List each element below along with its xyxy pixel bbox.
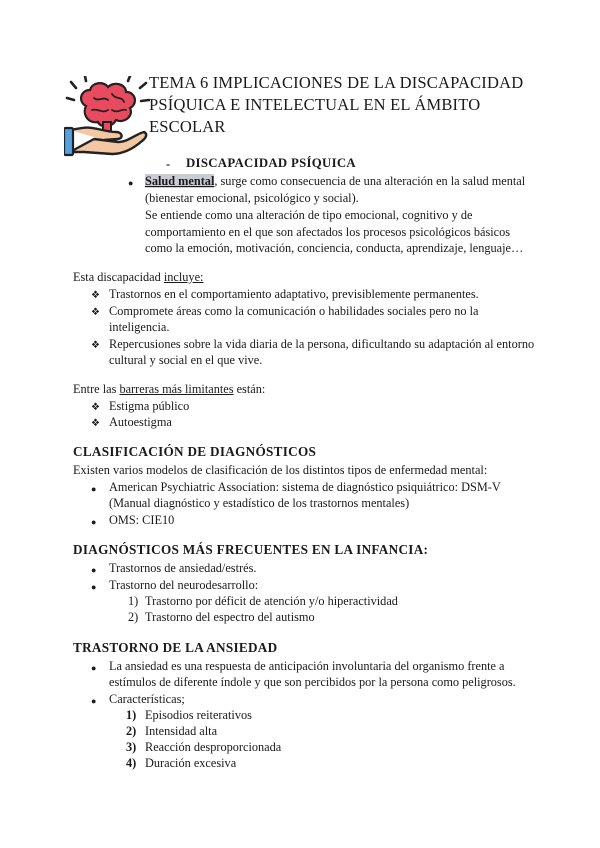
sub-number: 2) — [128, 610, 139, 624]
anxiety-item-cont: estímulos de diferente índole y que son percibidos por la persona como peligrosos. — [109, 675, 516, 689]
section-heading-clasificacion: CLASIFICACIÓN DE DIAGNÓSTICOS — [73, 444, 317, 459]
frequent-sub-item: Trastorno del espectro del autismo — [145, 610, 315, 624]
page-title-line-2: PSÍQUICA E INTELECTUAL EN EL ÁMBITO — [149, 95, 481, 114]
barriers-intro: Entre las barreras más limitantes están: — [73, 382, 266, 396]
bullet-dot: ● — [91, 565, 97, 575]
barriers-item: Autoestigma — [109, 415, 172, 429]
salud-mental-line: Salud mental, surge como consecuencia de una alteración en la salud mental — [145, 174, 526, 188]
includes-item: Repercusiones sobre la vida diaria de la persona, dificultando su adaptación al entorno — [109, 337, 535, 351]
classification-item-cont: (Manual diagnóstico y estadístico de los trastornos mentales) — [109, 496, 410, 510]
frequent-item: Trastorno del neurodesarrollo: — [109, 578, 259, 592]
section-dash: - — [166, 157, 171, 171]
bullet-dot: ● — [91, 517, 97, 527]
trait-number: 3) — [126, 740, 137, 754]
bullet-dot: ● — [91, 484, 97, 494]
anxiety-item: Características; — [109, 692, 185, 706]
section-heading-ansiedad: TRASTORNO DE LA ANSIEDAD — [73, 640, 278, 655]
bullet-dot: ● — [91, 663, 97, 673]
includes-intro: Esta discapacidad incluye: — [73, 270, 204, 284]
classification-intro: Existen varios modelos de clasificación de los distintos tipos de enfermedad mental: — [73, 463, 488, 477]
trait-item: Intensidad alta — [145, 724, 218, 738]
trait-item: Episodios reiterativos — [145, 708, 252, 722]
frequent-item: Trastornos de ansiedad/estrés. — [109, 561, 257, 575]
trait-item: Duración excesiva — [145, 756, 237, 770]
diamond-bullet-icon: ❖ — [91, 340, 100, 351]
classification-item: OMS: CIE10 — [109, 513, 175, 527]
includes-link: incluye: — [163, 270, 204, 284]
page-title-line-3: ESCOLAR — [149, 117, 226, 136]
trait-number: 2) — [126, 724, 137, 738]
section1-line: comportamiento en el que son afectados los procesos psicológicos básicos — [145, 225, 511, 239]
includes-item: Trastornos en el comportamiento adaptativo, previsiblemente permanentes. — [109, 287, 479, 301]
diamond-bullet-icon: ❖ — [91, 307, 100, 318]
frequent-sub-item: Trastorno por déficit de atención y/o hiperactividad — [145, 594, 398, 608]
diamond-bullet-icon: ❖ — [91, 290, 100, 301]
section-heading-frecuentes: DIAGNÓSTICOS MÁS FRECUENTES EN LA INFANCIA: — [73, 542, 429, 557]
section1-line: como la emoción, motivación, conciencia, conducta, aprendizaje, lenguaje… — [145, 241, 524, 255]
page-title-line-1: TEMA 6 IMPLICACIONES DE LA DISCAPACIDAD — [149, 73, 524, 92]
section1-line: (bienestar emocional, psicológico y social). — [145, 191, 359, 205]
diamond-bullet-icon: ❖ — [91, 418, 100, 429]
bullet-dot: ● — [91, 696, 97, 706]
section1-line: Se entiende como una alteración de tipo emocional, cognitivo y de — [145, 208, 473, 222]
bullet-dot: ● — [128, 178, 134, 188]
trait-number: 4) — [126, 756, 137, 770]
includes-item-cont: inteligencia. — [109, 320, 170, 334]
barriers-link: barreras más limitantes — [119, 382, 234, 396]
trait-item: Reacción desproporcionada — [145, 740, 282, 754]
bullet-dot: ● — [91, 582, 97, 592]
section-heading-discapacidad: DISCAPACIDAD PSÍQUICA — [186, 156, 356, 170]
includes-item: Compromete áreas como la comunicación o habilidades sociales pero no la — [109, 304, 479, 318]
includes-item-cont: cultural y social en el que vive. — [109, 353, 263, 367]
anxiety-item: La ansiedad es una respuesta de anticipación involuntaria del organismo frente a — [109, 659, 505, 673]
salud-mental-term: Salud mental — [145, 174, 215, 188]
sub-number: 1) — [128, 594, 139, 608]
hand-shape — [64, 128, 146, 155]
barriers-item: Estigma público — [109, 399, 190, 413]
diamond-bullet-icon: ❖ — [91, 402, 100, 413]
trait-number: 1) — [126, 708, 137, 722]
brain-in-hand-icon — [64, 76, 150, 162]
classification-item: American Psychiatric Association: sistema de diagnóstico psiquiátrico: DSM-V — [109, 480, 501, 494]
brain-shape — [81, 83, 135, 134]
